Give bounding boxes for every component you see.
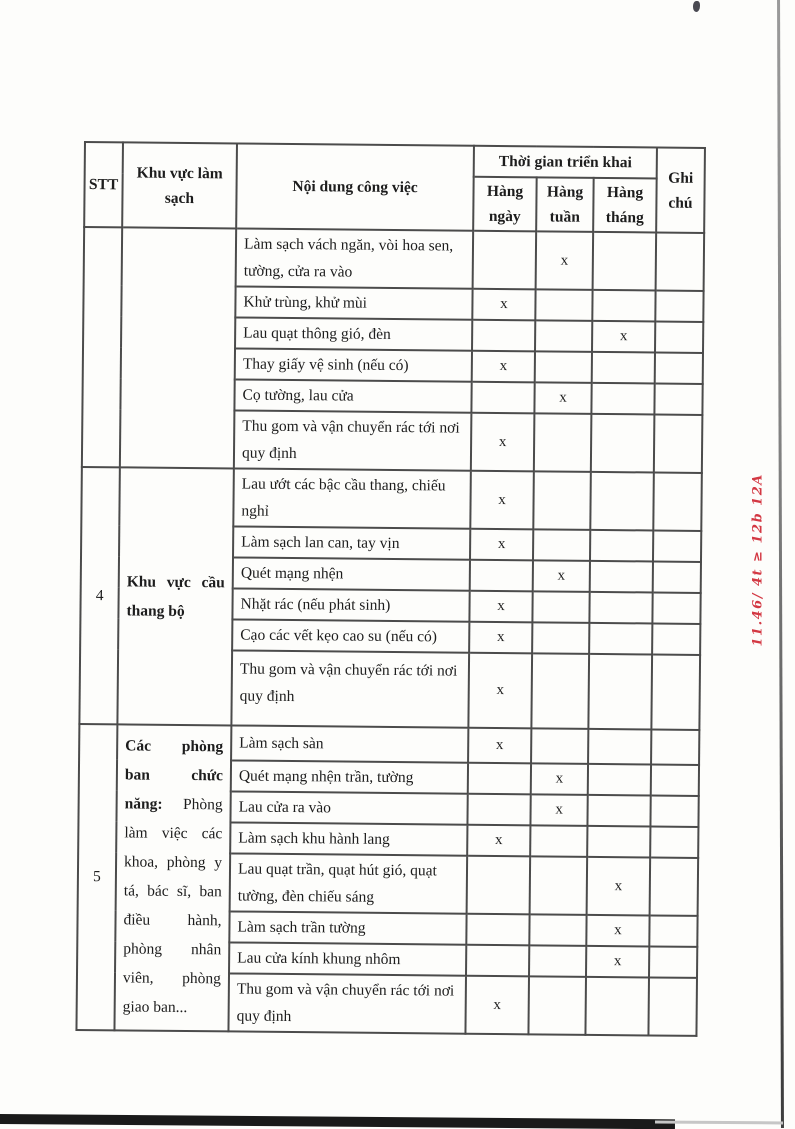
daily-mark [466, 945, 529, 977]
daily-mark: x [469, 622, 532, 654]
monthly-mark [590, 530, 653, 562]
daily-mark [467, 794, 530, 826]
task-cell: Khử trùng, khử mùi [235, 286, 472, 319]
daily-mark [471, 382, 534, 414]
weekly-mark [531, 728, 588, 764]
daily-mark [473, 231, 537, 290]
monthly-mark [592, 352, 655, 384]
daily-mark: x [470, 471, 534, 530]
task-cell: Lau ướt các bậc cầu thang, chiếu nghỉ [233, 468, 471, 528]
weekly-mark [533, 529, 590, 561]
daily-mark: x [472, 351, 535, 383]
daily-mark: x [471, 413, 535, 472]
area-text: Phòng làm việc các khoa, phòng y tá, bác sĩ, ban điều hành, phòng nhân viên, phòng giao ban... [123, 796, 223, 1016]
monthly-mark [591, 383, 654, 415]
note-cell [649, 946, 697, 977]
task-cell: Cạo các vết kẹo cao su (nếu có) [232, 619, 469, 652]
monthly-mark [589, 592, 652, 624]
monthly-mark [593, 232, 657, 291]
note-cell [655, 352, 703, 383]
header-weekly: Hàng tuần [536, 177, 594, 232]
weekly-mark: x [531, 763, 588, 795]
daily-mark [472, 320, 535, 352]
note-cell [649, 915, 697, 946]
task-cell: Làm sạch vách ngăn, vòi hoa sen, tường, cửa ra vào [236, 228, 474, 288]
task-cell: Thay giấy vệ sinh (nếu có) [235, 348, 472, 381]
weekly-mark [531, 653, 589, 729]
note-cell [654, 414, 703, 472]
monthly-mark [592, 290, 655, 322]
weekly-mark [530, 856, 588, 915]
weekly-mark [529, 914, 586, 946]
task-cell: Cọ tường, lau cửa [234, 379, 471, 412]
cleaning-schedule-table [75, 141, 706, 1037]
note-cell [654, 383, 702, 414]
note-cell [650, 857, 699, 915]
scan-speck [693, 1, 700, 12]
monthly-mark: x [592, 321, 655, 353]
task-cell: Lau cửa ra vào [230, 791, 467, 824]
header-schedule: Thời gian triển khai [474, 146, 657, 179]
task-cell: Làm sạch khu hành lang [230, 822, 467, 855]
monthly-mark: x [586, 946, 649, 978]
weekly-mark [533, 471, 591, 530]
monthly-mark [588, 764, 651, 796]
header-stt: STT [84, 142, 123, 227]
weekly-mark [534, 413, 592, 472]
stt-cell [82, 227, 122, 467]
scan-edge-line [777, 0, 784, 1128]
weekly-mark [535, 320, 592, 352]
task-cell: Lau cửa kính khung nhôm [229, 942, 466, 975]
monthly-mark [589, 623, 652, 655]
monthly-mark [585, 977, 649, 1036]
table-row [79, 724, 699, 765]
note-cell [651, 729, 699, 764]
daily-mark: x [468, 728, 531, 764]
area-bold: Các phòng ban chức năng: [125, 737, 224, 812]
table-row [81, 467, 702, 531]
table-row [84, 227, 705, 291]
task-cell: Lau quạt trần, quạt hút gió, quạt tường, đèn chiếu sáng [230, 853, 468, 913]
daily-mark: x [470, 529, 533, 561]
handwritten-annotation: 11.46/ 4t ≥ 12b 12A [751, 435, 768, 647]
weekly-mark: x [536, 231, 594, 290]
monthly-mark: x [587, 857, 651, 916]
note-cell [648, 977, 697, 1035]
area-cell [120, 227, 236, 468]
daily-mark [470, 560, 533, 592]
daily-mark [467, 856, 531, 915]
weekly-mark [535, 289, 592, 321]
note-cell [652, 623, 700, 654]
monthly-mark [587, 826, 650, 858]
note-cell [650, 826, 698, 857]
monthly-mark [588, 654, 652, 730]
scan-bottom-shadow [0, 1114, 675, 1129]
cleaning-schedule-table-wrap [75, 141, 706, 1037]
monthly-mark [591, 414, 655, 473]
task-cell: Thu gom và vận chuyển rác tới nơi quy định [228, 973, 466, 1033]
daily-mark: x [465, 976, 529, 1035]
weekly-mark: x [530, 794, 587, 826]
area-bold: Khu vực cầu thang bộ [126, 573, 224, 620]
daily-mark: x [472, 289, 535, 321]
weekly-mark [528, 976, 586, 1035]
weekly-mark [530, 825, 587, 857]
note-cell [653, 561, 701, 592]
monthly-mark [588, 729, 651, 765]
task-cell: Quét mạng nhện [233, 557, 470, 590]
area-cell [117, 467, 233, 725]
stt-cell: 5 [76, 724, 117, 1030]
task-cell: Thu gom và vận chuyển rác tới nơi quy định [234, 410, 472, 470]
weekly-mark [532, 591, 589, 623]
monthly-mark [590, 472, 654, 531]
weekly-mark [529, 945, 586, 977]
header-monthly: Hàng tháng [593, 178, 657, 233]
weekly-mark [535, 351, 592, 383]
monthly-mark [590, 561, 653, 593]
note-cell [656, 232, 705, 290]
note-cell [652, 592, 700, 623]
daily-mark [466, 914, 529, 946]
weekly-mark: x [533, 560, 590, 592]
monthly-mark [587, 795, 650, 827]
daily-mark: x [468, 653, 532, 729]
weekly-mark: x [534, 382, 591, 414]
header-daily: Hàng ngày [473, 177, 537, 232]
task-cell: Nhặt rác (nếu phát sinh) [232, 588, 469, 621]
stt-cell: 4 [79, 467, 119, 724]
note-cell [650, 795, 698, 826]
area-cell [114, 724, 231, 1031]
daily-mark: x [467, 825, 530, 857]
note-cell [651, 764, 699, 795]
monthly-mark: x [586, 915, 649, 947]
header-area: Khu vực làm sạch [122, 142, 237, 228]
weekly-mark [532, 622, 589, 654]
header-note: Ghi chú [656, 148, 705, 233]
task-cell: Quét mạng nhện trần, tường [231, 760, 468, 793]
header-task: Nội dung công việc [236, 143, 474, 230]
task-cell: Làm sạch sàn [231, 725, 468, 762]
note-cell [655, 290, 703, 321]
task-cell: Thu gom và vận chuyển rác tới nơi quy định [231, 650, 469, 727]
daily-mark: x [469, 591, 532, 623]
note-cell [651, 654, 700, 729]
note-cell [653, 472, 702, 530]
note-cell [655, 321, 703, 352]
task-cell: Lau quạt thông gió, đèn [235, 317, 472, 350]
note-cell [653, 530, 701, 561]
daily-mark [468, 763, 531, 795]
task-cell: Làm sạch trần tường [229, 911, 466, 944]
task-cell: Làm sạch lan can, tay vịn [233, 526, 470, 559]
